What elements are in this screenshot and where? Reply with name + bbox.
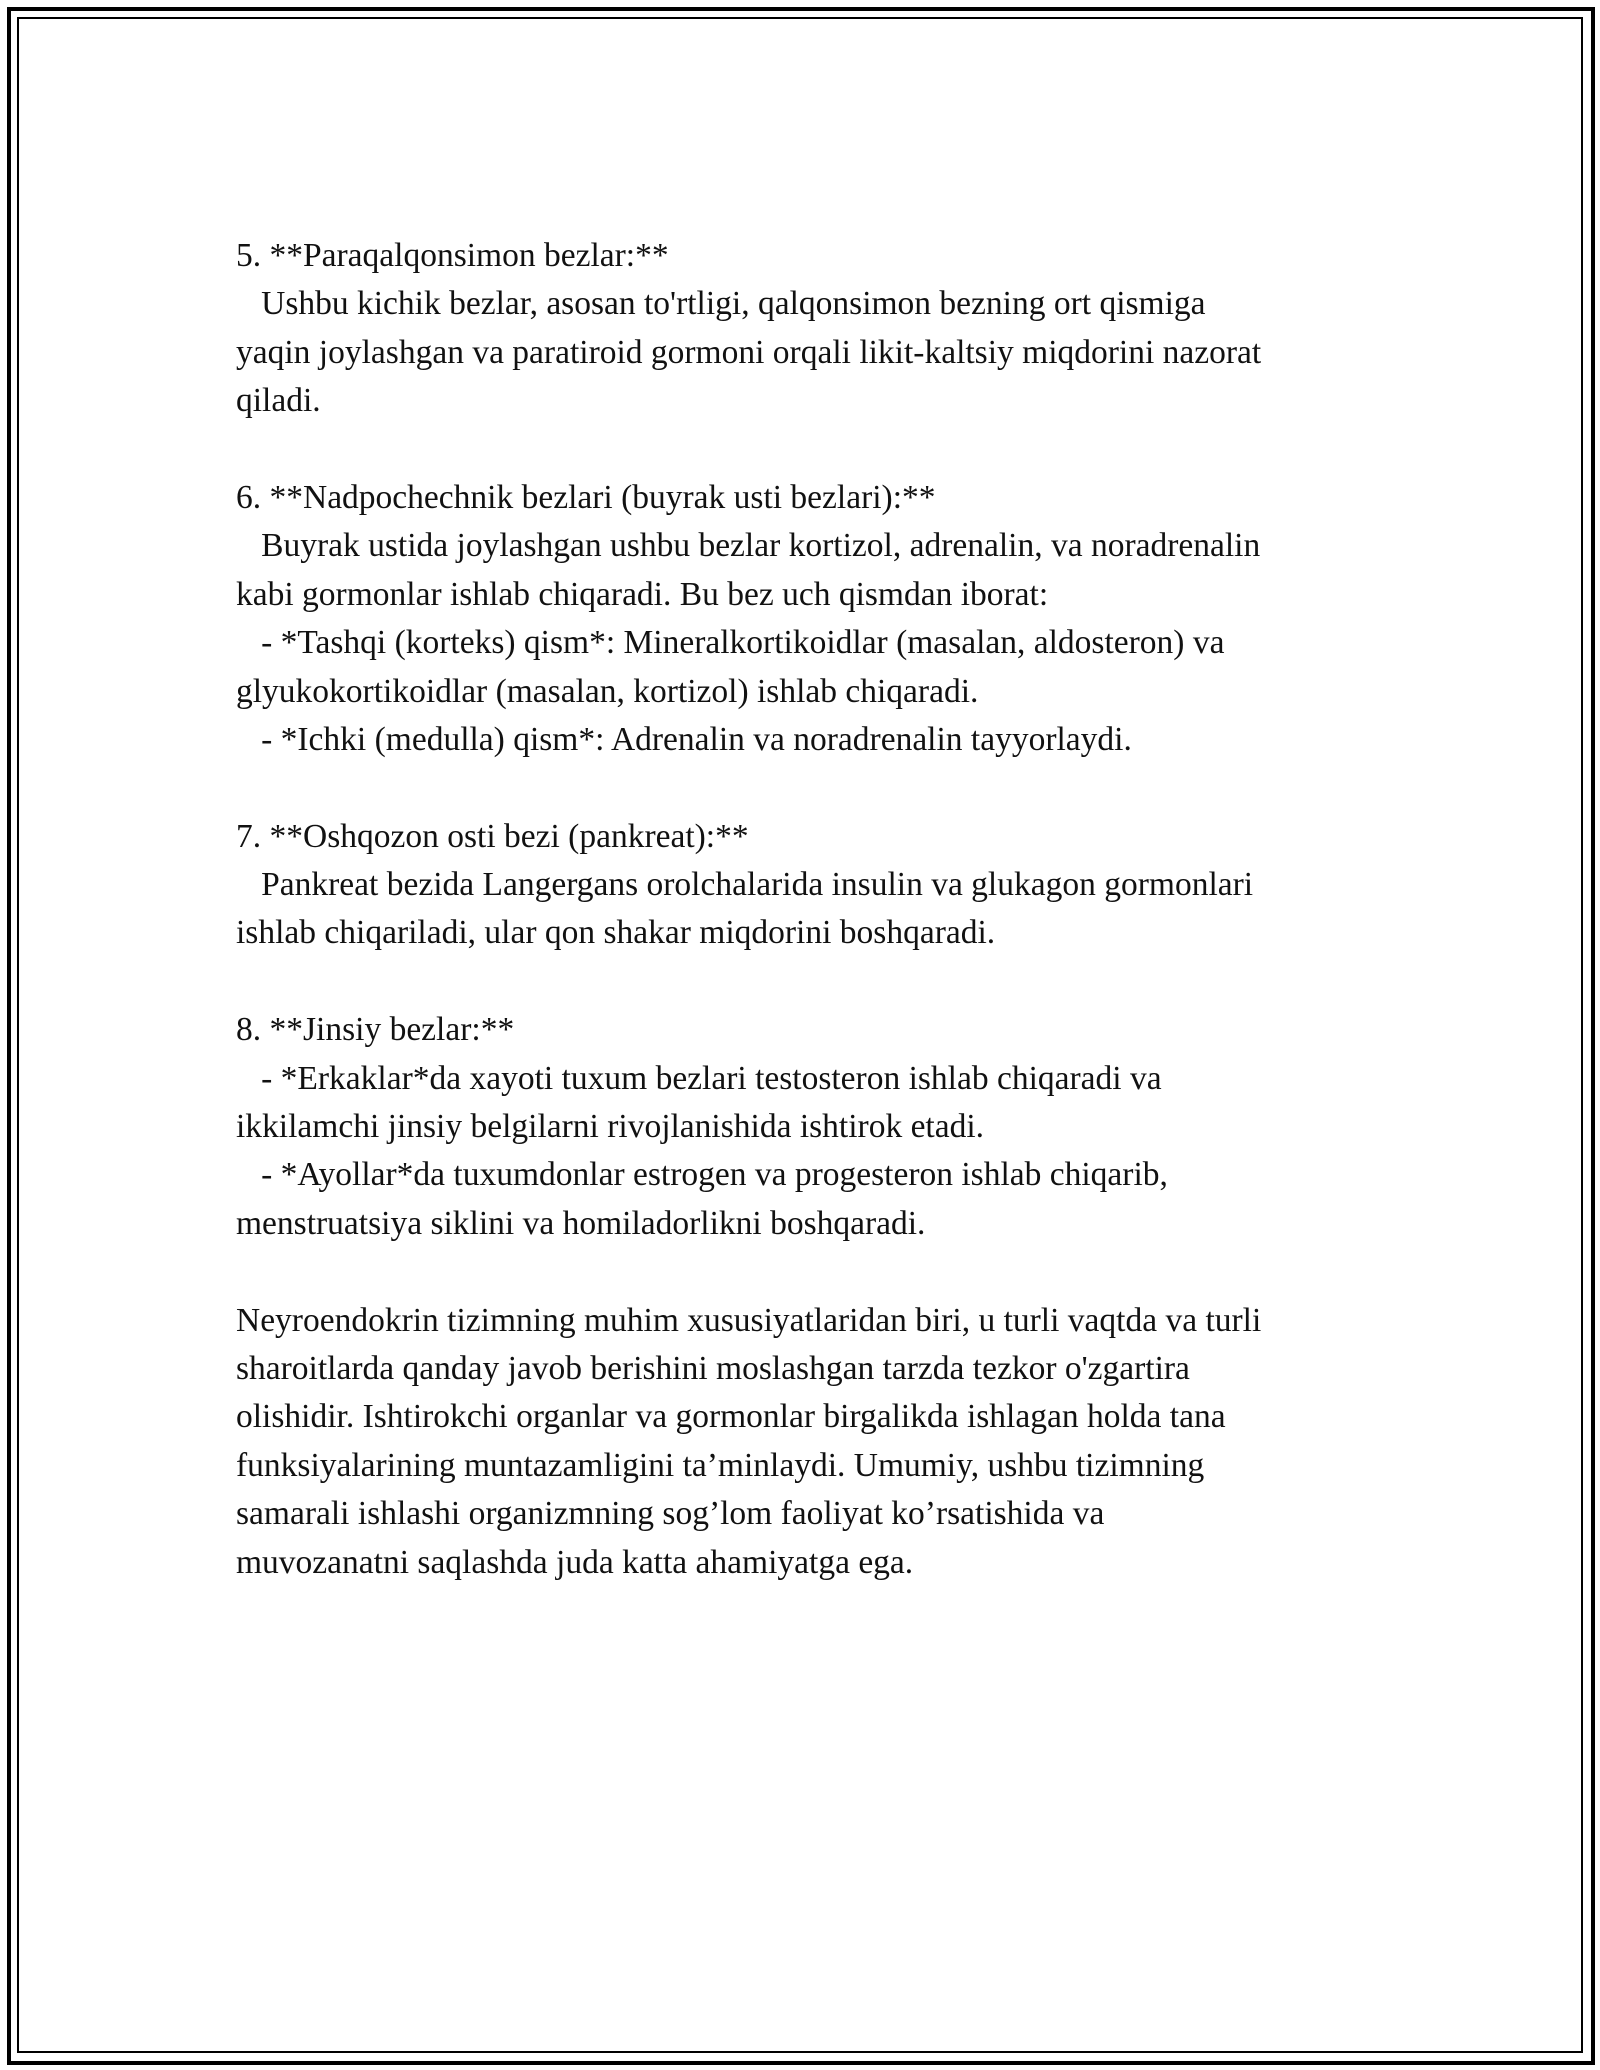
section-7 xyxy=(236,813,1386,958)
paragraph-line: kabi gormonlar ishlab chiqaradi. Bu bez uch qismdan iborat: xyxy=(236,575,1049,613)
section-6 xyxy=(236,474,1386,764)
section-heading: 5. **Paraqalqonsimon bezlar:** xyxy=(236,237,669,274)
blank-line xyxy=(236,426,1386,474)
section-5 xyxy=(236,232,1386,426)
list-item-line: ikkilamchi jinsiy belgilarni rivojlanishida ishtirok etadi. xyxy=(236,1108,985,1146)
blank-line xyxy=(236,958,1386,1006)
paragraph-line: muvozanatni saqlashda juda katta ahamiyatga ega. xyxy=(236,1543,914,1581)
list-item-line: - *Ichki (medulla) qism*: Adrenalin va noradrenalin tayyorlaydi. xyxy=(236,720,1132,758)
paragraph-line: funksiyalarining muntazamligini ta’minlaydi. Umumiy, ushbu tizimning xyxy=(236,1446,1205,1484)
list-item-line: - *Erkaklar*da xayoti tuxum bezlari testosteron ishlab chiqaradi va xyxy=(236,1059,1162,1097)
list-item-line: glyukokortikoidlar (masalan, kortizol) ishlab chiqaradi. xyxy=(236,672,979,710)
section-8 xyxy=(236,1006,1386,1248)
paragraph-line: qiladi. xyxy=(236,382,321,420)
blank-line xyxy=(236,1248,1386,1296)
list-item-line: - *Ayollar*da tuxumdonlar estrogen va progesteron ishlab chiqarib, xyxy=(236,1156,1168,1194)
paragraph-line: Pankreat bezida Langergans orolchalarida insulin va glukagon gormonlari xyxy=(236,866,1254,904)
paragraph-line: yaqin joylashgan va paratiroid gormoni orqali likit-kaltsiy miqdorini nazorat xyxy=(236,333,1262,371)
paragraph-line: Neyroendokrin tizimning muhim xususiyatlaridan biri, u turli vaqtda va turli xyxy=(236,1301,1262,1339)
paragraph-line: samarali ishlashi organizmning sog’lom faoliyat ko’rsatishida va xyxy=(236,1495,1105,1533)
paragraph-line: Buyrak ustida joylashgan ushbu bezlar kortizol, adrenalin, va noradrenalin xyxy=(236,527,1261,565)
document-body xyxy=(236,232,1386,1587)
paragraph-line: sharoitlarda qanday javob berishini moslashgan tarzda tezkor o'zgartira xyxy=(236,1349,1190,1387)
paragraph-line: ishlab chiqariladi, ular qon shakar miqdorini boshqaradi. xyxy=(236,914,996,952)
section-heading: 6. **Nadpochechnik bezlari (buyrak usti bezlari):** xyxy=(236,478,936,516)
section-heading: 7. **Oshqozon osti bezi (pankreat):** xyxy=(236,817,749,855)
paragraph-line: olishidir. Ishtirokchi organlar va gormonlar birgalikda ishlagan holda tana xyxy=(236,1398,1226,1436)
blank-line xyxy=(236,764,1386,812)
list-item-line: menstruatsiya siklini va homiladorlikni boshqaradi. xyxy=(236,1204,926,1242)
list-item-line: - *Tashqi (korteks) qism*: Mineralkortikoidlar (masalan, aldosteron) va xyxy=(236,624,1225,662)
section-heading: 8. **Jinsiy bezlar:** xyxy=(236,1011,515,1049)
paragraph-line: Ushbu kichik bezlar, asosan to'rtligi, qalqonsimon bezning ort qismiga xyxy=(236,285,1206,323)
conclusion-paragraph xyxy=(236,1297,1386,1587)
